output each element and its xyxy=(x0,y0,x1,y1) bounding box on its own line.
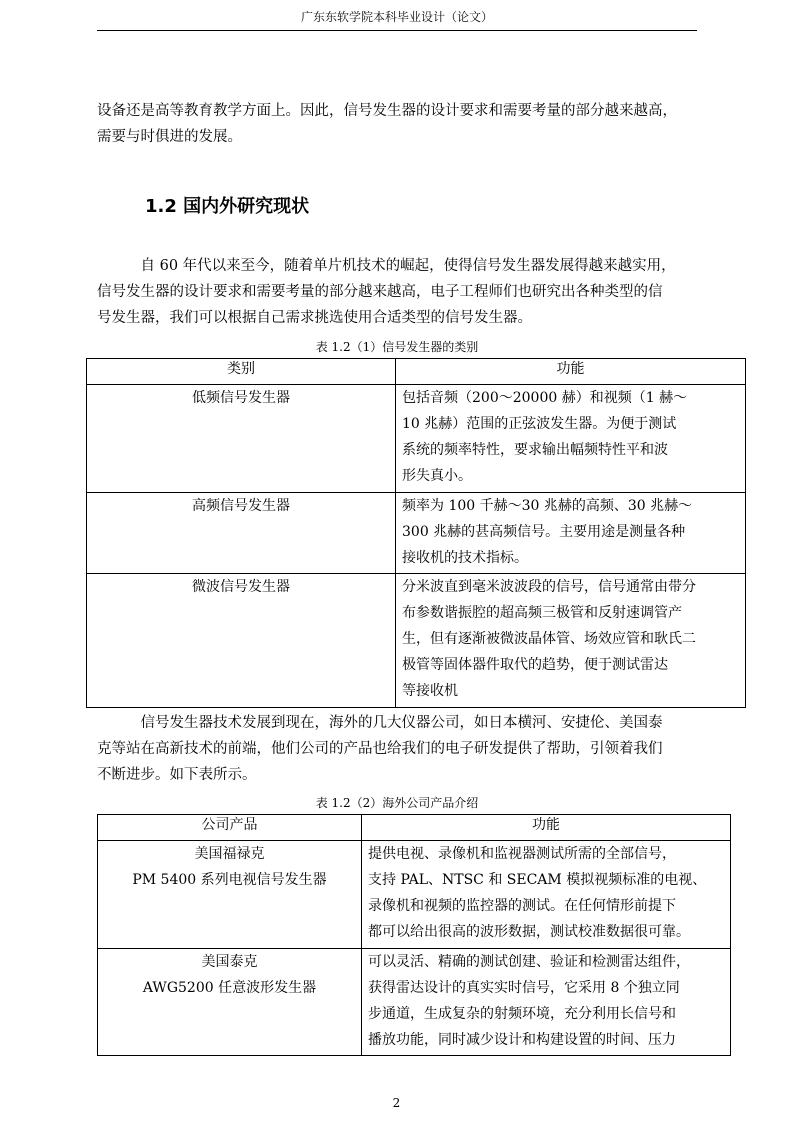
table-cell-type: 微波信号发生器 xyxy=(87,574,396,708)
table-cell-product-text: 美国福禄克 PM 5400 系列电视信号发生器 xyxy=(132,846,327,888)
table-cell-function-text: 可以灵活、精确的测试创建、验证和检测雷达组件， 获得雷达设计的真实实时信号，它采用 8 个独立同 步通道，生成复杂的射频环境，充分利用长信号和 播放功能，同时减少设计和构建设置的时间、压力 xyxy=(368,954,690,1048)
table-cell-product xyxy=(98,949,362,1056)
table-row xyxy=(98,949,731,1056)
paragraph-1: 自 60 年代以来至今，随着单片机技术的崛起，使得信号发生器发展得越来越实用， 信号发生器的设计要求和需要考量的部分越来越高，电子工程师们也研究出各种类型的信 号发生器，我们可以根据自己需求挑选使用合适类型的信号发生器。 xyxy=(97,258,676,326)
table2-caption: 表 1.2（2）海外公司产品介绍 xyxy=(315,796,479,810)
table-cell-function-text: 频率为 100 千赫～30 兆赫的高频、30 兆赫～ 300 兆赫的甚高频信号。主要用途是测量各种 接收机的技术指标。 xyxy=(402,498,693,566)
section-heading: 1.2 国内外研究现状 xyxy=(145,196,310,217)
table-cell-function xyxy=(396,493,746,574)
table-cell-function xyxy=(362,841,731,949)
table-cell-function-text: 提供电视、录像机和监视器测试所需的全部信号， 支持 PAL、NTSC 和 SECAM 模拟视频标准的电视、 录像机和视频的监控器的测试。在任何情形前提下 都可以给出很高的波形数据，测试校准数据很可靠。 xyxy=(368,846,707,940)
table-cell-function-text: 包括音频（200～20000 赫）和视频（1 赫～ 10 兆赫）范围的正弦波发生器。为便于测试 系统的频率特性，要求输出幅频特性平和波 形失真小。 xyxy=(402,390,688,484)
table-header-cell: 公司产品 xyxy=(98,815,362,841)
table-row xyxy=(87,493,746,574)
table-row xyxy=(87,574,746,708)
table-header-cell: 功能 xyxy=(362,815,731,841)
table-cell-type: 低频信号发生器 xyxy=(87,385,396,493)
page-number: 2 xyxy=(392,1096,401,1110)
table-row xyxy=(87,385,746,493)
table-cell-function xyxy=(396,574,746,708)
table1-caption: 表 1.2（1）信号发生器的类别 xyxy=(315,340,479,354)
table-header-row xyxy=(98,815,731,841)
table-overseas-products xyxy=(97,814,731,1056)
intro-paragraph: 设备还是高等教育教学方面上。因此，信号发生器的设计要求和需要考量的部分越来越高， 需要与时俱进的发展。 xyxy=(97,103,677,145)
table-cell-product xyxy=(98,841,362,949)
table-cell-function xyxy=(396,385,746,493)
header-rule xyxy=(97,30,697,31)
table-cell-function xyxy=(362,949,731,1056)
paragraph-2: 信号发生器技术发展到现在，海外的几大仪器公司，如日本横河、安捷伦、美国泰 克等站在高新技术的前端，他们公司的产品也给我们的电子研发提供了帮助，引领着我们 不断进步。如下表所示。 xyxy=(97,715,663,783)
page-header: 广东东软学院本科毕业设计（论文） xyxy=(300,10,493,24)
table-cell-type: 高频信号发生器 xyxy=(87,493,396,574)
table-row xyxy=(98,841,731,949)
table-signal-generator-types xyxy=(86,358,746,708)
table-cell-function-text: 分米波直到毫米波波段的信号，信号通常由带分 布参数谐振腔的超高频三极管和反射速调管产 生，但有逐渐被微波晶体管、场效应管和耿氏二 极管等固体器件取代的趋势，便于测试雷达 等接收机 xyxy=(402,579,697,699)
table-cell-product-text: 美国泰克 AWG5200 任意波形发生器 xyxy=(142,954,317,996)
table-header-row xyxy=(87,359,746,385)
table-header-cell: 功能 xyxy=(396,359,746,385)
table-header-cell: 类别 xyxy=(87,359,396,385)
